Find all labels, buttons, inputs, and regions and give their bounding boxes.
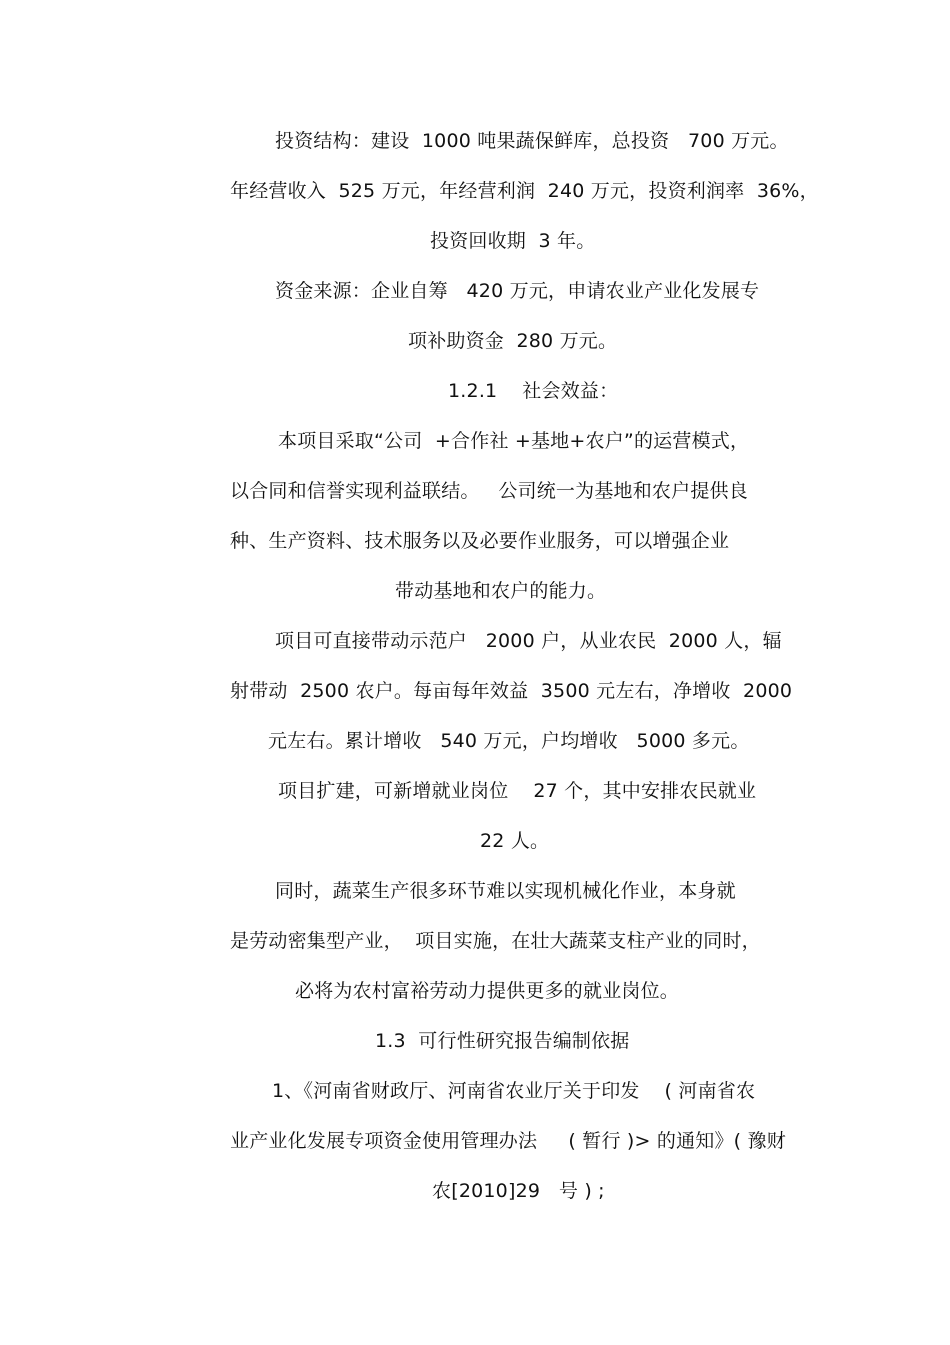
heading-text: 1.2.1 社会效益： [448, 380, 619, 402]
text-line: 带动基地和农户的能力。 [395, 580, 607, 602]
text-line: 项目扩建，可新增就业岗位 27 个，其中安排农民就业 [278, 780, 757, 802]
text-line: 1、《河南省财政厅、河南省农业厅关于印发 ( 河南省农 [272, 1080, 756, 1102]
text-line: 本项目采取“公司 +合作社 +基地+农户”的运营模式， [278, 430, 750, 452]
text-line: 项补助资金 280 万元。 [408, 330, 618, 352]
text-line: 年经营收入 525 万元，年经营利润 240 万元，投资利润率 36%， [230, 180, 819, 202]
text-line: 以合同和信誉实现利益联结。 公司统一为基地和农户提供良 [230, 480, 748, 502]
text-line: 22 人。 [480, 830, 550, 852]
text-line: 业产业化发展专项资金使用管理办法 ( 暂行 )> 的通知》( 豫财 [230, 1130, 786, 1152]
text-line: 投资结构：建设 1000 吨果蔬保鲜库，总投资 700 万元。 [275, 130, 789, 152]
text-line: 射带动 2500 农户。每亩每年效益 3500 元左右，净增收 2000 [230, 680, 793, 702]
text-line: 农[2010]29 号 ) ; [432, 1180, 605, 1202]
text-line: 种、生产资料、技术服务以及必要作业服务，可以增强企业 [230, 530, 730, 552]
text-line: 投资回收期 3 年。 [430, 230, 596, 252]
text-line: 项目可直接带动示范户 2000 户，从业农民 2000 人，辐 [275, 630, 782, 652]
text-line: 元左右。累计增收 540 万元，户均增收 5000 多元。 [268, 730, 750, 752]
heading-text: 1.3 可行性研究报告编制依据 [375, 1030, 630, 1052]
text-line: 是劳动密集型产业， 项目实施，在壮大蔬菜支柱产业的同时， [230, 930, 761, 952]
text-line: 同时，蔬菜生产很多环节难以实现机械化作业，本身就 [275, 880, 736, 902]
text-line: 必将为农村富裕劳动力提供更多的就业岗位。 [295, 980, 680, 1002]
text-line: 资金来源：企业自筹 420 万元，申请农业产业化发展专 [275, 280, 760, 302]
